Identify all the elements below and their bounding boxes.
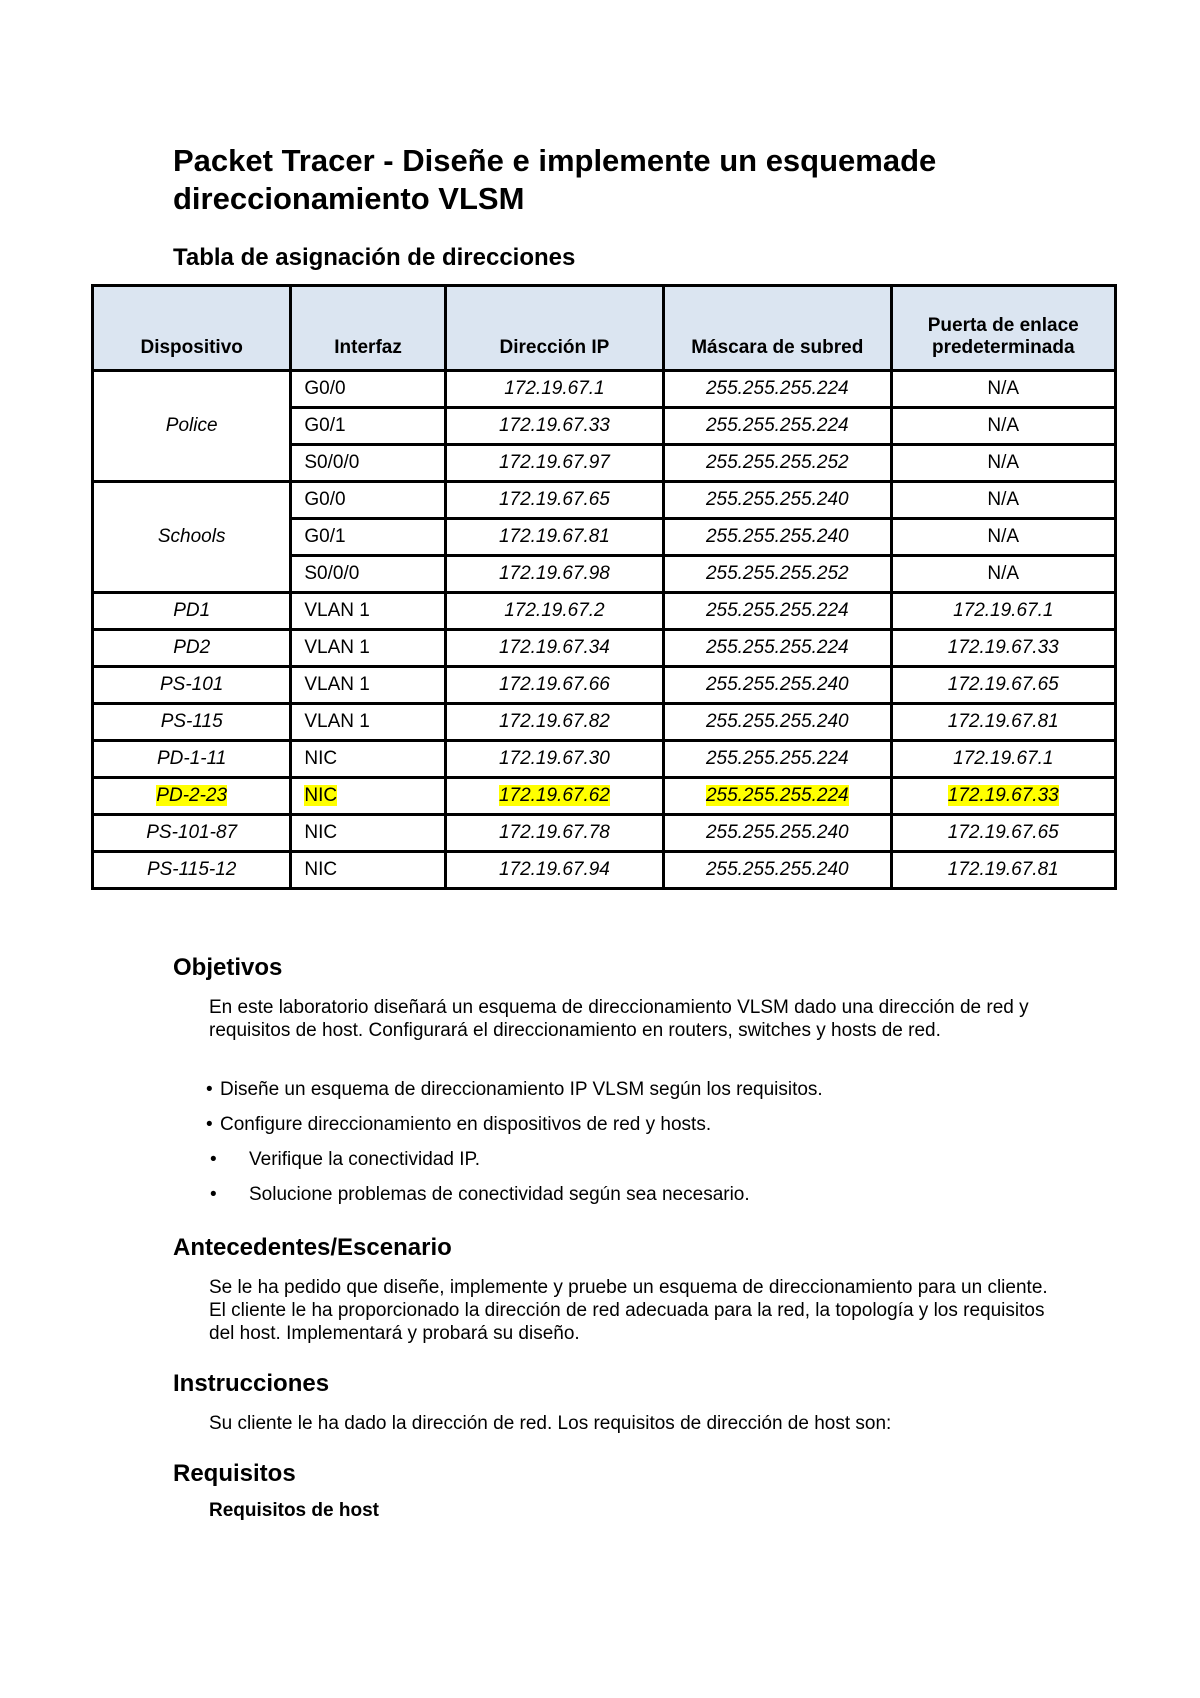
ip-cell: 172.19.67.1	[445, 371, 663, 408]
gateway-cell: 172.19.67.1	[891, 741, 1116, 778]
bullet-icon: •	[206, 1079, 213, 1100]
table-row	[93, 667, 1116, 704]
gateway-cell: N/A	[891, 519, 1116, 556]
mask-cell: 255.255.255.240	[664, 815, 891, 852]
list-item-text: Diseñe un esquema de direccionamiento IP VLSM según los requisitos.	[220, 1079, 823, 1100]
interface-cell: S0/0/0	[291, 556, 445, 593]
interface-cell: G0/1	[291, 408, 445, 445]
list-item	[206, 1113, 1056, 1148]
mask-cell: 255.255.255.224	[664, 741, 891, 778]
table-heading: Tabla de asignación de direcciones	[173, 244, 576, 271]
mask-cell: 255.255.255.240	[664, 482, 891, 519]
highlighted-text: 172.19.67.33	[947, 785, 1059, 806]
mask-cell: 255.255.255.240	[664, 704, 891, 741]
mask-cell: 255.255.255.224	[664, 593, 891, 630]
gateway-cell: N/A	[891, 556, 1116, 593]
table-row	[93, 593, 1116, 630]
device-cell: Police	[93, 371, 291, 482]
interface-cell: S0/0/0	[291, 445, 445, 482]
header-gateway: Puerta de enlace predeterminada	[891, 286, 1116, 371]
gateway-cell: 172.19.67.1	[891, 593, 1116, 630]
requirements-heading: Requisitos	[173, 1460, 296, 1487]
table-row-highlighted	[93, 778, 1116, 815]
ip-cell: 172.19.67.30	[445, 741, 663, 778]
gateway-cell: 172.19.67.81	[891, 852, 1116, 889]
device-cell	[93, 778, 291, 815]
highlighted-text: 255.255.255.224	[705, 785, 849, 806]
gateway-cell: N/A	[891, 445, 1116, 482]
device-cell: Schools	[93, 482, 291, 593]
device-cell: PS-115	[93, 704, 291, 741]
instructions-text: Su cliente le ha dado la dirección de red. Los requisitos de dirección de host son:	[209, 1413, 892, 1434]
interface-cell: G0/0	[291, 482, 445, 519]
device-cell: PD-1-11	[93, 741, 291, 778]
mask-cell: 255.255.255.224	[664, 630, 891, 667]
objectives-text: En este laboratorio diseñará un esquema de direccionamiento VLSM dado una dirección de red y requisitos de host. Configurará el direccionamiento en routers, switches y hosts de red.	[209, 997, 1029, 1041]
header-device: Dispositivo	[93, 286, 291, 371]
mask-cell: 255.255.255.252	[664, 445, 891, 482]
table-row	[93, 482, 1116, 519]
ip-cell: 172.19.67.94	[445, 852, 663, 889]
list-item	[206, 1183, 1056, 1218]
page-title: Packet Tracer - Diseñe e implemente un esquemade direccionamiento VLSM	[173, 143, 937, 216]
table-row	[93, 852, 1116, 889]
gateway-cell: 172.19.67.81	[891, 704, 1116, 741]
mask-cell: 255.255.255.240	[664, 667, 891, 704]
list-item	[206, 1078, 1056, 1113]
mask-cell	[664, 778, 891, 815]
gateway-cell: N/A	[891, 408, 1116, 445]
interface-cell: NIC	[291, 741, 445, 778]
table-row	[93, 704, 1116, 741]
ip-cell: 172.19.67.65	[445, 482, 663, 519]
ip-cell: 172.19.67.81	[445, 519, 663, 556]
table-row	[93, 630, 1116, 667]
mask-cell: 255.255.255.240	[664, 519, 891, 556]
highlighted-text: 172.19.67.62	[498, 785, 610, 806]
header-mask: Máscara de subred	[664, 286, 891, 371]
highlighted-text: NIC	[304, 785, 338, 806]
objectives-list	[206, 1078, 1056, 1218]
list-item-text: Solucione problemas de conectividad según sea necesario.	[249, 1184, 750, 1205]
list-item	[206, 1148, 1056, 1183]
interface-cell: NIC	[291, 852, 445, 889]
device-cell: PD2	[93, 630, 291, 667]
mask-cell: 255.255.255.252	[664, 556, 891, 593]
ip-cell: 172.19.67.97	[445, 445, 663, 482]
mask-cell: 255.255.255.240	[664, 852, 891, 889]
interface-cell: VLAN 1	[291, 704, 445, 741]
gateway-cell: 172.19.67.33	[891, 630, 1116, 667]
gateway-cell: 172.19.67.65	[891, 667, 1116, 704]
ip-cell: 172.19.67.78	[445, 815, 663, 852]
table-row	[93, 371, 1116, 408]
highlighted-text: PD-2-23	[156, 785, 228, 806]
gateway-cell: 172.19.67.65	[891, 815, 1116, 852]
ip-cell: 172.19.67.2	[445, 593, 663, 630]
device-cell: PS-115-12	[93, 852, 291, 889]
interface-cell: VLAN 1	[291, 593, 445, 630]
ip-cell: 172.19.67.98	[445, 556, 663, 593]
device-cell: PS-101-87	[93, 815, 291, 852]
list-item-text: Verifique la conectividad IP.	[249, 1149, 480, 1170]
table-row	[93, 741, 1116, 778]
background-text: Se le ha pedido que diseñe, implemente y pruebe un esquema de direccionamiento para un cliente. El cliente le ha proporcionado la dirección de red adecuada para la red, la topología y los requisitos del host. Implementará y probará su diseño.	[209, 1277, 1048, 1344]
list-item-text: Configure direccionamiento en dispositivos de red y hosts.	[220, 1114, 712, 1135]
device-cell: PS-101	[93, 667, 291, 704]
addressing-table	[91, 284, 1117, 890]
mask-cell: 255.255.255.224	[664, 408, 891, 445]
ip-cell: 172.19.67.82	[445, 704, 663, 741]
table-row	[93, 815, 1116, 852]
interface-cell: VLAN 1	[291, 630, 445, 667]
host-requirements-subheading: Requisitos de host	[209, 1500, 379, 1521]
header-ip: Dirección IP	[445, 286, 663, 371]
gateway-cell: N/A	[891, 371, 1116, 408]
device-cell: PD1	[93, 593, 291, 630]
interface-cell: VLAN 1	[291, 667, 445, 704]
bullet-icon: •	[210, 1149, 217, 1170]
interface-cell: NIC	[291, 815, 445, 852]
interface-cell	[291, 778, 445, 815]
ip-cell	[445, 778, 663, 815]
interface-cell: G0/1	[291, 519, 445, 556]
gateway-cell: N/A	[891, 482, 1116, 519]
bullet-icon: •	[206, 1114, 213, 1135]
bullet-icon: •	[210, 1184, 217, 1205]
ip-cell: 172.19.67.34	[445, 630, 663, 667]
header-interface: Interfaz	[291, 286, 445, 371]
table-header-row	[93, 286, 1116, 371]
interface-cell: G0/0	[291, 371, 445, 408]
background-heading: Antecedentes/Escenario	[173, 1234, 452, 1261]
gateway-cell	[891, 778, 1116, 815]
objectives-heading: Objetivos	[173, 954, 283, 981]
mask-cell: 255.255.255.224	[664, 371, 891, 408]
instructions-heading: Instrucciones	[173, 1370, 330, 1397]
ip-cell: 172.19.67.66	[445, 667, 663, 704]
ip-cell: 172.19.67.33	[445, 408, 663, 445]
